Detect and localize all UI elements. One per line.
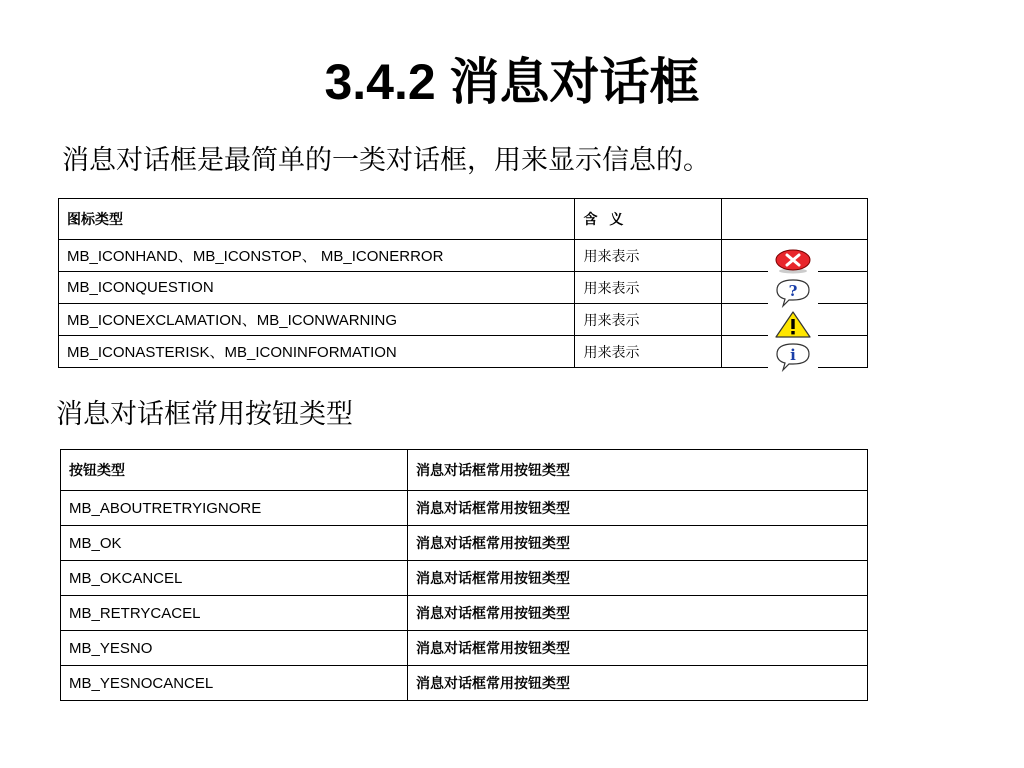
meaning-cell: 用来表示 xyxy=(575,240,721,272)
icon-type-cell: MB_ICONASTERISK、MB_ICONINFORMATION xyxy=(59,336,575,368)
table-header-row xyxy=(59,199,868,240)
icon-cell xyxy=(721,304,867,336)
table-row xyxy=(61,561,868,596)
table-row xyxy=(61,666,868,701)
table-row xyxy=(59,240,868,272)
svg-text:?: ? xyxy=(788,282,798,300)
header-description: 消息对话框常用按钮类型 xyxy=(408,450,868,491)
button-type-cell: MB_RETRYCACEL xyxy=(61,596,408,631)
intro-text: 消息对话框是最简单的一类对话框，用来显示信息的。 xyxy=(62,145,710,176)
button-desc-cell: 消息对话框常用按钮类型 xyxy=(408,561,868,596)
button-type-cell: MB_ABOUTRETRYIGNORE xyxy=(61,491,408,526)
icon-type-cell: MB_ICONEXCLAMATION、MB_ICONWARNING xyxy=(59,304,575,336)
button-type-cell: MB_YESNO xyxy=(61,631,408,666)
table-row xyxy=(61,631,868,666)
icon-type-cell: MB_ICONHAND、MB_ICONSTOP、 MB_ICONERROR xyxy=(59,240,575,272)
icon-types-table xyxy=(58,198,868,368)
button-desc-cell: 消息对话框常用按钮类型 xyxy=(408,526,868,561)
table-row xyxy=(61,491,868,526)
header-meaning: 含 义 xyxy=(575,199,721,240)
button-desc-cell: 消息对话框常用按钮类型 xyxy=(408,596,868,631)
button-desc-cell: 消息对话框常用按钮类型 xyxy=(408,631,868,666)
icon-cell xyxy=(721,272,867,304)
slide-title: 3.4.2 消息对话框 xyxy=(324,54,700,110)
table-row xyxy=(59,272,868,304)
meaning-cell: 用来表示 xyxy=(575,272,721,304)
header-icon-type: 图标类型 xyxy=(59,199,575,240)
meaning-cell: 用来表示 xyxy=(575,336,721,368)
svg-text:i: i xyxy=(789,346,796,364)
button-type-cell: MB_OK xyxy=(61,526,408,561)
header-icon xyxy=(721,199,867,240)
button-type-cell: MB_YESNOCANCEL xyxy=(61,666,408,701)
table-row xyxy=(59,336,868,368)
icon-type-cell: MB_ICONQUESTION xyxy=(59,272,575,304)
button-type-cell: MB_OKCANCEL xyxy=(61,561,408,596)
button-desc-cell: 消息对话框常用按钮类型 xyxy=(408,666,868,701)
buttons-heading: 消息对话框常用按钮类型 xyxy=(56,399,353,430)
table-header-row xyxy=(61,450,868,491)
header-button-type: 按钮类型 xyxy=(61,450,408,491)
button-desc-cell: 消息对话框常用按钮类型 xyxy=(408,491,868,526)
icon-cell xyxy=(721,336,867,368)
icon-cell xyxy=(721,240,867,272)
table-row xyxy=(61,596,868,631)
button-types-table xyxy=(60,449,868,701)
information-icon xyxy=(768,340,818,374)
table-row xyxy=(61,526,868,561)
table-row xyxy=(59,304,868,336)
meaning-cell: 用来表示 xyxy=(575,304,721,336)
